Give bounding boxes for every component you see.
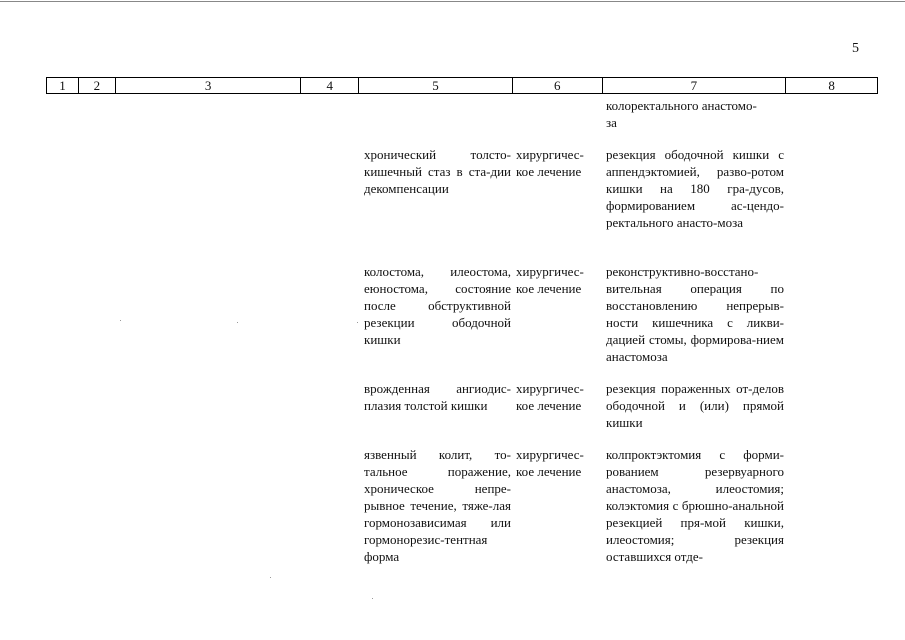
page-number: 5	[852, 41, 859, 56]
scan-speck	[237, 322, 238, 323]
row-3-disease: врожденная ангиодис-плазия толстой кишки	[364, 381, 511, 413]
top-rule	[0, 1, 905, 2]
scan-speck	[270, 577, 271, 578]
continuation-method-text: колоректального анастомо- за	[606, 98, 757, 130]
header-col-7: 7	[603, 78, 787, 93]
row-3-method: резекция пораженных от-делов ободочной и (или) прямой кишки	[606, 381, 784, 430]
header-col-8: 8	[828, 78, 835, 93]
row-4-method: колпроктэктомия с форми-рованием резервуарного анастомоза, илеостомия; колэктомия с брюшно-анальной резекцией пря-мой кишки, илеостомия; резекция оставшихся отде-	[606, 447, 784, 564]
row-1-treatment: хирургичес-кое лечение	[516, 147, 584, 179]
row-4-disease: язвенный колит, то-тальное поражение, хроническое непре-рывное течение, тяже-лая гормонозависимая или гормонорезис-тентная форма	[364, 447, 511, 564]
header-col-5: 5	[359, 78, 513, 93]
header-col-3: 3	[116, 78, 302, 93]
row-1-method: резекция ободочной кишки с аппендэктомией, разво-ротом кишки на 180 гра-дусов, формированием ас-цендо-ректального анасто-моза	[606, 147, 784, 230]
row-2-disease: колостома, илеостома, еюностома, состояние после обструктивной резекции ободочной кишки	[364, 264, 511, 347]
scan-speck	[120, 320, 121, 321]
row-3-treatment: хирургичес-кое лечение	[516, 381, 584, 413]
row-2-treatment: хирургичес-кое лечение	[516, 264, 584, 296]
row-2-method: реконструктивно-восстано-вительная операция по восстановлению непрерыв-ности кишечника с ликви-дацией стомы, формирова-нием анастомоза	[606, 264, 784, 364]
row-4-treatment: хирургичес-кое лечение	[516, 447, 584, 479]
header-col-1: 1	[47, 78, 79, 93]
table-header-row	[46, 77, 878, 94]
header-col-2: 2	[79, 78, 116, 93]
scan-speck	[372, 598, 373, 599]
header-col-4: 4	[301, 78, 359, 93]
scan-speck	[357, 322, 358, 323]
row-1-disease: хронический толсто-кишечный стаз в ста-дии декомпенсации	[364, 147, 511, 196]
header-col-6: 6	[513, 78, 603, 93]
